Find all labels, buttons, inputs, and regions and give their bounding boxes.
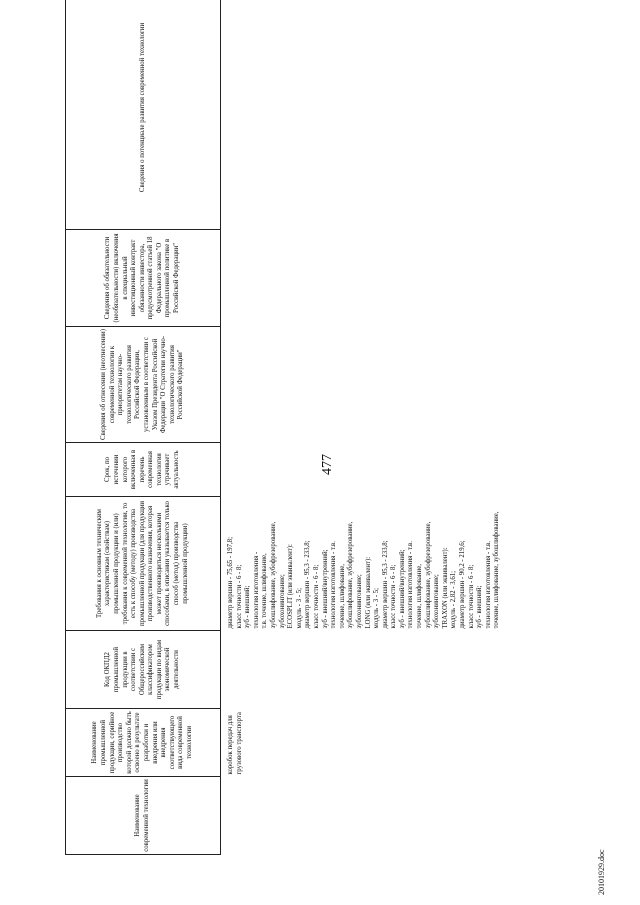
requirement-line: технология изготовления - — [252, 551, 260, 629]
header-development-potential: Сведения о потенциале развития современной технологии — [66, 0, 221, 230]
requirement-line: класс точности - 6 - 8; — [390, 564, 398, 629]
requirement-line: технология изготовления - т.в. — [484, 541, 492, 629]
requirement-line: LONG (или эквивалент): — [364, 556, 372, 629]
page-number: 477 — [320, 454, 335, 475]
header-investment-contract: Сведения об обязательности (необязательности) включения в специальный инвестиционный контракт обязанности инвестора, предусмотренной статьей 18 Федерального закона "О промышленной политике в Российской Федерации" — [66, 230, 221, 327]
technology-table — [65, 0, 504, 855]
cell-priorities — [221, 327, 505, 443]
requirement-line: точение, шлифование, — [338, 564, 346, 629]
cell-product-name: коробок передач для грузового транспорта — [227, 712, 243, 775]
requirement-line: зубохонингование; — [278, 574, 286, 629]
table-row — [221, 0, 505, 855]
requirement-line: зуб - внешний/внутренний; — [398, 549, 406, 629]
doc-filename: 20101929.doc — [597, 849, 606, 895]
cell-investment-contract — [221, 230, 505, 327]
cell-relevance-term — [221, 443, 505, 497]
requirement-line: технология изготовления - т.в. — [330, 541, 338, 629]
cell-development-potential — [221, 0, 505, 230]
requirement-line: модуль - 2,82 - 3,61; — [450, 570, 458, 629]
requirement-line: т.в. точение, шлифование, — [261, 553, 269, 629]
requirement-line: точение, шлифование, — [416, 564, 424, 629]
requirement-line: диаметр вершин - 75,65 - 197,8; — [227, 537, 234, 629]
requirement-line: диаметр вершин - 90,2 - 219,6; — [459, 540, 467, 629]
requirement-line: точение, шлифование, зубошлифование, — [493, 511, 501, 629]
header-relevance-term: Срок, по истечении которого включенная в перечень современная технология утрачивает актуальность — [66, 443, 221, 497]
requirement-line: класс точности - 6 - 8; — [467, 564, 475, 629]
requirement-line: модуль - 3 - 5; — [295, 587, 303, 629]
requirement-line: TRAXON (или эквивалент): — [441, 547, 449, 629]
requirement-line: зубохонингование; — [433, 574, 441, 629]
header-priorities: Сведения об отнесении (неотнесении) современной технологии к приоритетам научно-технологического развития Российской Федерации, установленным в соответствии с Указом Президента Российской Федерации "О Стратегии научно-технологического развития Российской Федерации" — [66, 327, 221, 443]
requirement-line: зуб - внешний/внутренний; — [321, 549, 329, 629]
table-header-row — [66, 0, 221, 855]
requirement-line: ECOSPLIT (или эквивалент): — [287, 544, 295, 629]
cell-okpd2-code — [221, 631, 505, 709]
header-product-name: Наименование промышленной продукции, серийное производство которой должно быть освоено в результате разработки и внедрения или внедрения соответствующего вида современной технологии — [66, 709, 221, 777]
requirement-line: зубошлифование, зубофрезерование, — [424, 521, 432, 629]
requirement-line: класс точности - 6 - 8; — [235, 564, 243, 629]
requirement-line: класс точности - 6 - 8; — [312, 564, 320, 629]
requirement-line: диаметр вершин - 95,3 - 233,8; — [304, 540, 312, 629]
requirement-line: зуб - внешний; — [244, 585, 252, 629]
requirement-line: модуль - 3 - 5; — [373, 587, 381, 629]
header-requirements: Требования к основным техническим характеристикам (свойствам) промышленной продукции и (или) требования к современной технологии, то есть к способу (методу) производства промышленной продукции (для продукции производственного назначения, которая может производиться несколькими способами, в описании указывается только способ (метод) производства промышленной продукции) — [66, 497, 221, 631]
requirement-line: зубошлифование, зубофрезерование, — [269, 521, 277, 629]
requirement-line: зубошлифование, зубофрезерование, — [347, 521, 355, 629]
cell-technology-name — [221, 777, 505, 855]
header-okpd2-code: Код ОКПД2 промышленной продукции в соответствии с Общероссийским классификатором продукции по видам экономической деятельности — [66, 631, 221, 709]
requirement-line: диаметр вершин - 95,3 - 233,8; — [381, 540, 389, 629]
requirement-line: зуб - внешний; — [476, 585, 484, 629]
header-technology-name: Наименование современной технологии — [66, 777, 221, 855]
requirement-line: зубохонингование; — [355, 574, 363, 629]
cell-requirements — [221, 497, 505, 631]
requirement-line: технология изготовления - т.в. — [407, 541, 415, 629]
